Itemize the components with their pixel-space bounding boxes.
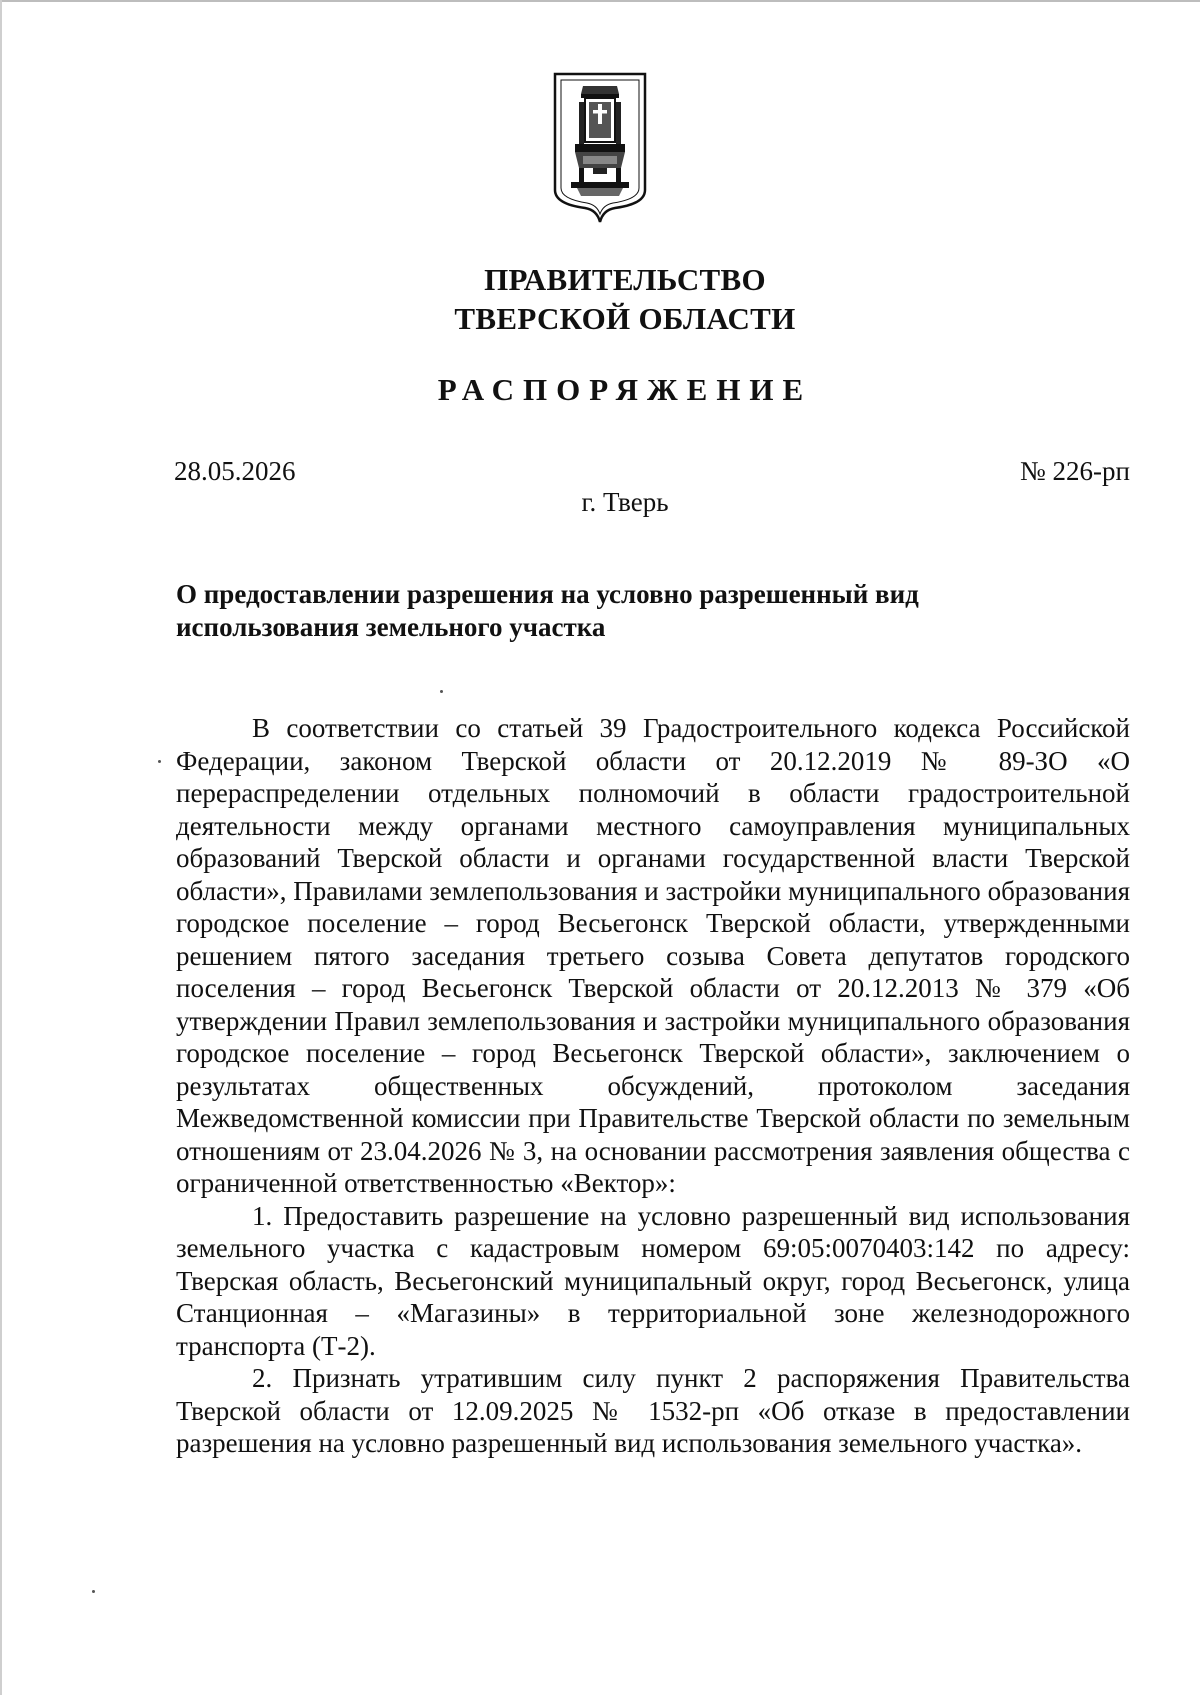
scan-speck: [440, 690, 443, 693]
body-preamble: В соответствии со статьей 39 Градостроительного кодекса Российской Федерации, законом Тверской области от 20.12.2019 № 89-ЗО «О перераспределении отдельных полномочий в области градостроительной деятельности между органами местного самоуправления муниципальных образований Тверской области и органами государственной власти Тверской области», Правилами землепользования и застройки муниципального образования городское поселение – город Весьегонск Тверской области, утвержденными решением пятого заседания третьего созыва Совета депутатов городского поселения – город Весьегонск Тверской области от 20.12.2013 № 379 «Об утверждении Правил землепользования и застройки муниципального образования городское поселение – город Весьегонск Тверской области», заключением о результатах общественных обсуждений, протоколом заседания Межведомственной комиссии при Правительстве Тверской области по земельным отношениям от 23.04.2026 № 3, на основании рассмотрения заявления общества с ограниченной ответственностью «Вектор»:: [176, 713, 1130, 1198]
document-subject-line1: О предоставлении разрешения на условно разрешенный вид: [176, 579, 919, 609]
document-number: № 226-рп: [1020, 456, 1130, 486]
coat-of-arms-icon: [553, 72, 647, 224]
organization-title-line2: ТВЕРСКОЙ ОБЛАСТИ: [454, 301, 796, 336]
document-date: 28.05.2026: [174, 456, 296, 486]
document-type: РАСПОРЯЖЕНИЕ: [437, 372, 813, 407]
document-subject-line2: использования земельного участка: [176, 612, 606, 642]
organization-title: [0, 260, 1200, 338]
body-item-2: 2. Признать утратившим силу пункт 2 распоряжения Правительства Тверской области от 12.09.2025 № 1532-рп «Об отказе в предоставлении разрешения на условно разрешенный вид использования земельного участка».: [176, 1363, 1130, 1458]
document-city: г. Тверь: [581, 487, 669, 517]
scan-speck: [158, 760, 161, 763]
document-body: [176, 712, 1130, 1460]
scan-speck: [92, 1590, 95, 1593]
document-subject: [176, 578, 996, 644]
scan-edge-left: [0, 0, 2, 1695]
scan-edge-top: [0, 0, 1200, 2]
organization-title-line1: ПРАВИТЕЛЬСТВО: [484, 262, 766, 297]
body-item-1: 1. Предоставить разрешение на условно разрешенный вид использования земельного участка с кадастровым номером 69:05:0070403:142 по адресу: Тверская область, Весьегонский муниципальный округ, город Весьегонск, улица Станционная – «Магазины» в территориальной зоне железнодорожного транспорта (Т-2).: [176, 1200, 1130, 1361]
